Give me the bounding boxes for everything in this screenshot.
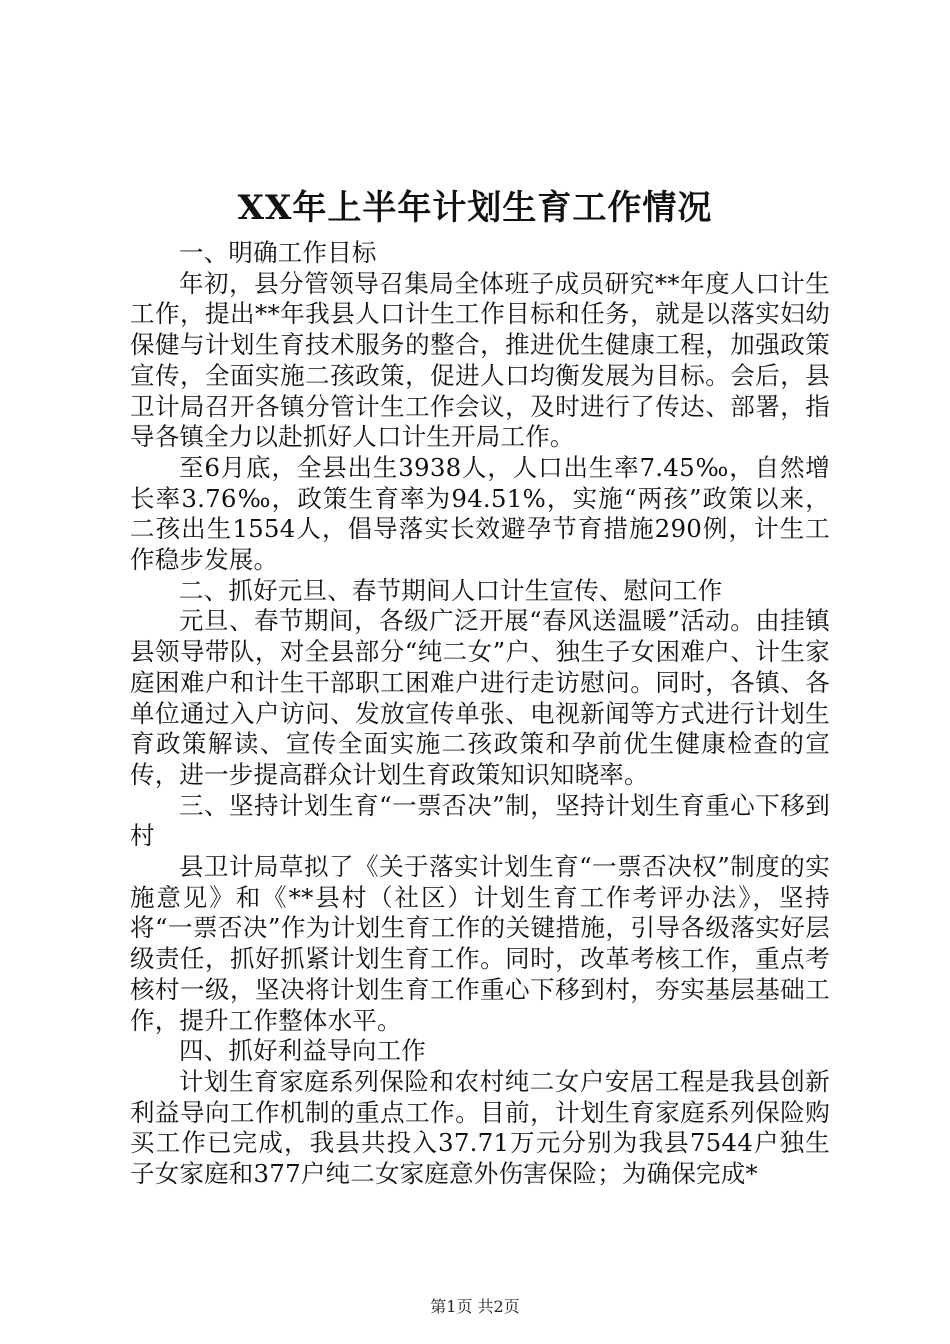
paragraph: 元旦、春节期间，各级广泛开展“春风送温暖”活动。由挂镇县领导带队，对全县部分“纯二女”户、独生子女困难户、计生家庭困难户和计生干部职工困难户进行走访慰问。同时，各镇、各单位通过入户访问、发放宣传单张、电视新闻等方式进行计划生育政策解读、宣传全面实施二孩政策和孕前优生健康检查的宣传，进一步提高群众计划生育政策知识知晓率。 [130,606,830,789]
section-heading: 一、明确工作目标 [179,238,377,267]
paragraph: 计划生育家庭系列保险和农村纯二女户安居工程是我县创新利益导向工作机制的重点工作。目前，计划生育家庭系列保险购买工作已完成，我县共投入37.71万元分别为我县7544户独生子女家庭和377户纯二女家庭意外伤害保险；为确保完成* [130,1066,830,1189]
section-heading: 二、抓好元旦、春节期间人口计生宣传、慰问工作 [179,575,723,605]
paragraph: 县卫计局草拟了《关于落实计划生育“一票否决权”制度的实施意见》和《**县村（社区）计划生育工作考评办法》，坚持将“一票否决”作为计划生育工作的关键措施，引导各级落实好层级责任，抓好抓紧计划生育工作。同时，改革考核工作，重点考核村一级，坚决将计划生育工作重心下移到村，夯实基层基础工作，提升工作整体水平。 [130,852,830,1035]
section-heading: 四、抓好利益导向工作 [179,1036,426,1066]
document-title: XX年上半年计划生育工作情况 [237,188,713,228]
section-heading: 三、坚持计划生育“一票否决”制，坚持计划生育重心下移到村 [130,790,830,851]
paragraph: 至6月底，全县出生3938人，人口出生率7.45‰，自然增长率3.76‰，政策生育率为94.51%，实施“两孩”政策以来，二孩出生1554人，倡导落实长效避孕节育措施290例，计生工作稳步发展。 [130,452,830,575]
document-body [130,238,830,1190]
page-footer: 第1页 共2页 [430,1297,520,1316]
paragraph: 年初，县分管领导召集局全体班子成员研究**年度人口计生工作，提出**年我县人口计生工作目标和任务，就是以落实妇幼保健与计划生育技术服务的整合，推进优生健康工程，加强政策宣传，全面实施二孩政策，促进人口均衡发展为目标。会后，县卫计局召开各镇分管计生工作会议，及时进行了传达、部署，指导各镇全力以赴抓好人口计生开局工作。 [130,268,830,452]
